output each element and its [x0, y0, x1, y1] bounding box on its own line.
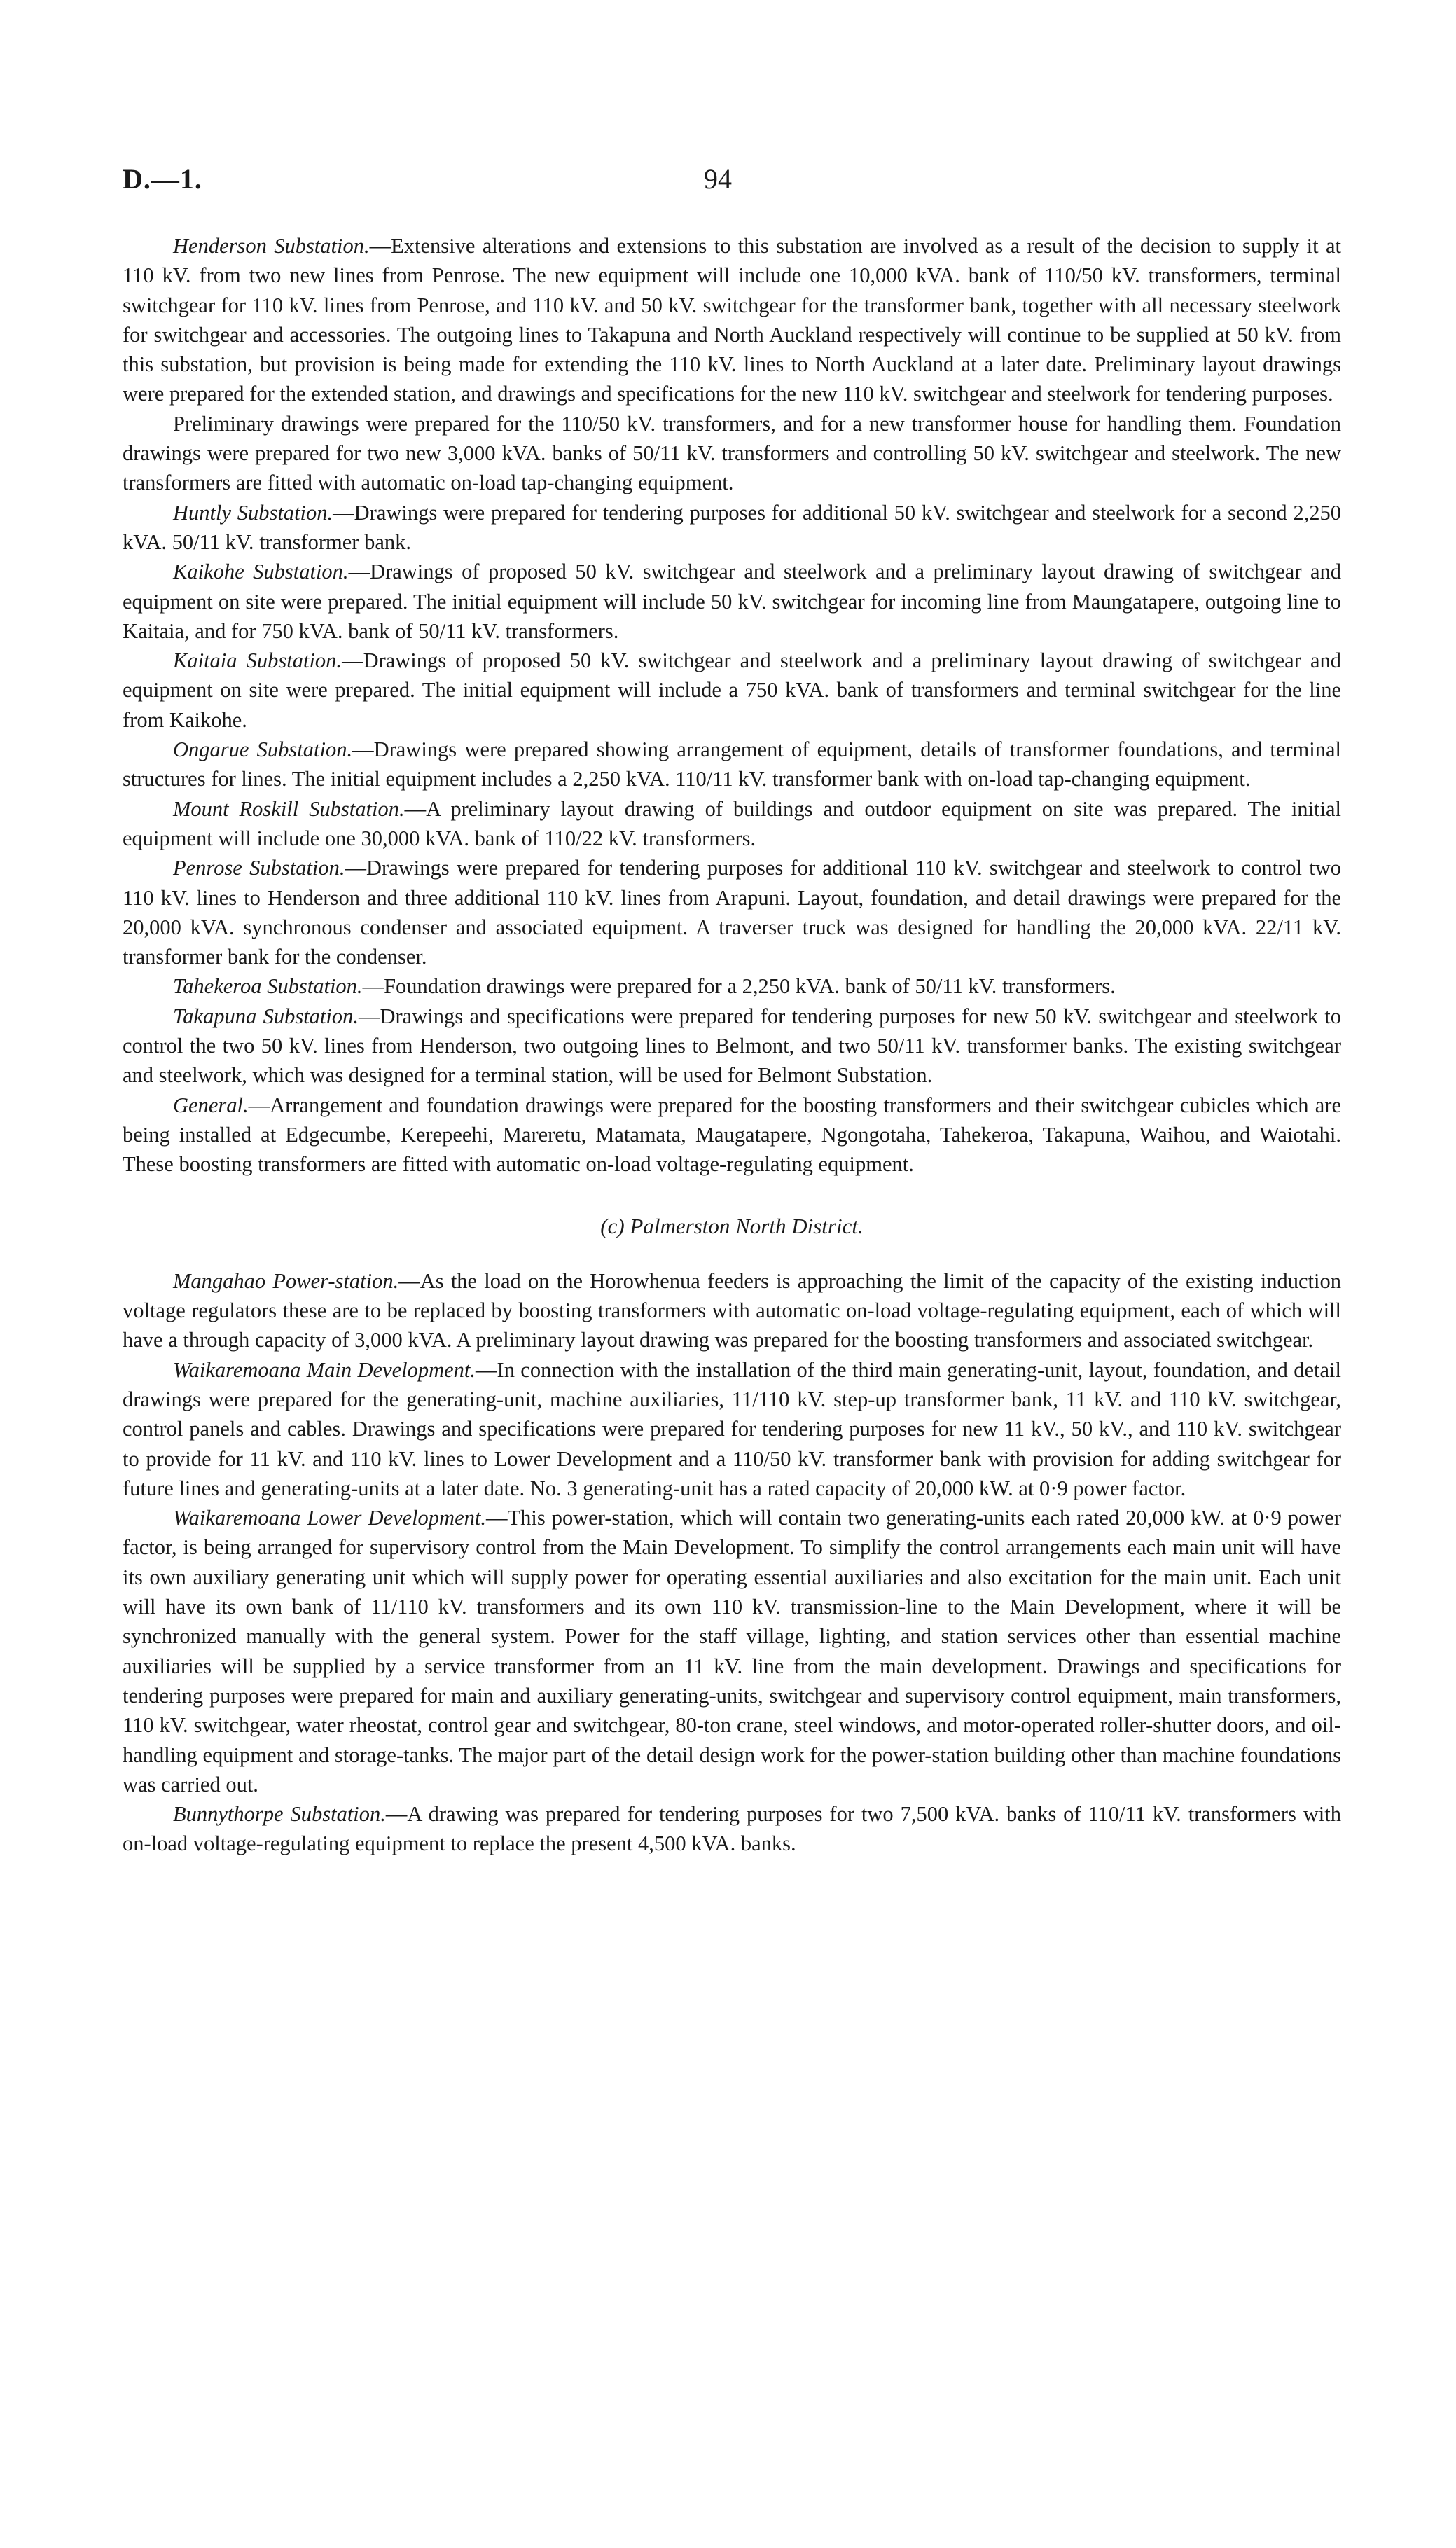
paragraph-title: Huntly Substation.: [173, 500, 333, 525]
paragraph-title: Tahekeroa Substation.: [173, 974, 363, 999]
paragraph-text: —As the load on the Horowhenua feeders is approaching the limit of the capacity of the existing induction voltage regulators these are to be replaced by boosting transformers with automatic on-load voltage-regulating equipment, each of which will have a through capacity of 3,000 kVA. A preliminary layout drawing was prepared for the boosting transformers and associated switchgear.: [123, 1268, 1341, 1352]
page-number: 94: [704, 163, 732, 195]
paragraph-text: —Extensive alterations and extensions to this substation are involved as a result of the decision to supply it at 110 kV. from two new lines from Penrose. The new equipment will include one 10,000 kVA. bank of 110/50 kV. transformers, terminal switchgear for 110 kV. lines from Penrose, and 110 kV. and 50 kV. switchgear for the transformer bank, together with all necessary steelwork for switchgear and accessories. The outgoing lines to Takapuna and North Auckland respectively will continue to be supplied at 50 kV. from this substation, but provision is being made for extending the 110 kV. lines to North Auckland at a later date. Preliminary layout drawings were prepared for the extended station, and drawings and specifications for the new 110 kV. switchgear and steelwork for tendering purposes.: [123, 234, 1341, 406]
paragraph-preliminary-drawings: [123, 409, 1341, 498]
paragraph-title: Penrose Substation.: [173, 856, 345, 880]
paragraph-tahekeroa-substation: [123, 971, 1341, 1001]
paragraph-takapuna-substation: [123, 1002, 1341, 1090]
paragraph-bunnythorpe-substation: [123, 1799, 1341, 1859]
paragraph-text: —Drawings of proposed 50 kV. switchgear and steelwork and a preliminary layout drawing of switchgear and equipment on site were prepared. The initial equipment will include 50 kV. switchgear for incoming line from Maungatapere, outgoing line to Kaitaia, and for 750 kVA. bank of 50/11 kV. transformers.: [123, 560, 1341, 643]
paragraph-title: Kaikohe Substation.: [173, 560, 349, 584]
paragraph-title: General.: [173, 1093, 249, 1117]
paragraph-title: Mangahao Power-station.: [173, 1268, 399, 1293]
section-heading: (c) Palmerston North District.: [600, 1213, 864, 1238]
paragraph-text: —Foundation drawings were prepared for a 2,250 kVA. bank of 50/11 kV. transformers.: [362, 974, 1116, 999]
paragraph-title: Takapuna Substation.: [173, 1004, 359, 1028]
paragraph-huntly-substation: [123, 498, 1341, 558]
paragraph-text: —Drawings of proposed 50 kV. switchgear and steelwork and a preliminary layout drawing of switchgear and equipment on site were prepared. The initial equipment will include a 750 kVA. bank of transformers and terminal switchgear for the line from Kaikohe.: [123, 649, 1341, 732]
paragraph-kaikohe-substation: [123, 557, 1341, 646]
paragraph-title: Kaitaia Substation.: [173, 649, 342, 673]
paragraph-title: Mount Roskill Substation.: [173, 796, 405, 821]
paragraph-kaitaia-substation: [123, 646, 1341, 735]
paragraph-text: Preliminary drawings were prepared for the 110/50 kV. transformers, and for a new transformer house for handling them. Foundation drawings were prepared for two new 3,000 kVA. banks of 50/11 kV. transformers and controlling 50 kV. switchgear and steelwork. The new transformers are fitted with automatic on-load tap-changing equipment.: [123, 411, 1341, 495]
paragraph-text: —A preliminary layout drawing of buildings and outdoor equipment on site was prepared. The initial equipment will include one 30,000 kVA. bank of 110/22 kV. transformers.: [123, 796, 1341, 850]
page-header: [123, 162, 1341, 205]
paragraph-waikaremoana-main-development: [123, 1355, 1341, 1503]
paragraph-mount-roskill-substation: [123, 794, 1341, 854]
document-reference: D.—1.: [123, 163, 202, 195]
paragraph-text: —A drawing was prepared for tendering purposes for two 7,500 kVA. banks of 110/11 kV. transformers with on-load voltage-regulating equipment to replace the present 4,500 kVA. banks.: [123, 1802, 1341, 1856]
paragraph-mangahao-power-station: [123, 1266, 1341, 1355]
paragraph-waikaremoana-lower-development: [123, 1503, 1341, 1799]
paragraph-text: —This power-station, which will contain two generating-units each rated 20,000 kW. at 0·9 power factor, is being arranged for supervisory control from the Main Development. To simplify the control arrangements each main unit will have its own auxiliary generating unit which will supply power for operating essential auxiliaries and also excitation for the main unit. Each unit will have its own bank of 11/110 kV. transformers and its own 110 kV. transmission-line to the Main Development, where it will be synchronized manually with the general system. Power for the staff village, lighting, and station services other than essential machine auxiliaries will be supplied by a service transformer from an 11 kV. line from the main development. Drawings and specifications for tendering purposes were prepared for main and auxiliary generating-units, switchgear and supervisory control equipment, main transformers, 110 kV. switchgear, water rheostat, control gear and switchgear, 80-ton crane, steel windows, and motor-operated roller-shutter doors, and oil-handling equipment and storage-tanks. The major part of the detail design work for the power-station building other than machine foundations was carried out.: [123, 1506, 1342, 1796]
paragraph-title: Bunnythorpe Substation.: [173, 1802, 386, 1827]
paragraph-title: Waikaremoana Main Development.: [173, 1357, 476, 1382]
paragraph-title: Ongarue Substation.: [173, 738, 353, 762]
paragraph-text: —Drawings were prepared for tendering purposes for additional 110 kV. switchgear and steelwork to control two 110 kV. lines to Henderson and three additional 110 kV. lines from Arapuni. Layout, foundation, and detail drawings were prepared for the 20,000 kVA. synchronous condenser and associated equipment. A traverser truck was designed for handling the 20,000 kVA. 22/11 kV. transformer bank for the condenser.: [123, 856, 1341, 969]
paragraph-text: —Drawings were prepared showing arrangement of equipment, details of transformer foundations, and terminal structures for lines. The initial equipment includes a 2,250 kVA. 110/11 kV. transformer bank with on-load tap-changing equipment.: [123, 738, 1341, 791]
paragraph-ongarue-substation: [123, 735, 1341, 794]
paragraph-general: [123, 1090, 1341, 1179]
paragraph-text: —In connection with the installation of the third main generating-unit, layout, foundation, and detail drawings were prepared for the generating-unit, machine auxiliaries, 11/110 kV. step-up transformer bank, 11 kV. and 110 kV. switchgear, control panels and cables. Drawings and specifications were prepared for tendering purposes for new 11 kV., 50 kV., and 110 kV. switchgear to provide for 11 kV. and 110 kV. lines to Lower Development and a 110/50 kV. transformer bank with provision for adding switchgear for future lines and generating-units at a later date. No. 3 generating-unit has a rated capacity of 20,000 kW. at 0·9 power factor.: [123, 1357, 1342, 1500]
paragraph-text: —Drawings were prepared for tendering purposes for additional 50 kV. switchgear and steelwork for a second 2,250 kVA. 50/11 kV. transformer bank.: [123, 500, 1341, 554]
paragraph-title: Waikaremoana Lower Development.: [173, 1506, 486, 1530]
paragraph-henderson-substation: [123, 231, 1341, 409]
paragraph-text: —Drawings and specifications were prepared for tendering purposes for new 50 kV. switchgear and steelwork to control the two 50 kV. lines from Henderson, two outgoing lines to Belmont, and two 50/11 kV. transformer banks. The existing switchgear and steelwork, which was designed for a terminal station, will be used for Belmont Substation.: [123, 1004, 1341, 1088]
document-body: [123, 231, 1341, 1859]
paragraph-penrose-substation: [123, 853, 1341, 971]
paragraph-text: —Arrangement and foundation drawings were prepared for the boosting transformers and their switchgear cubicles which are being installed at Edgecumbe, Kerepeehi, Mareretu, Matamata, Maugatapere, Ngongotaha, Tahekeroa, Takapuna, Waihou, and Waiotahi. These boosting transformers are fitted with automatic on-load voltage-regulating equipment.: [123, 1093, 1341, 1177]
paragraph-title: Henderson Substation.: [173, 234, 370, 258]
